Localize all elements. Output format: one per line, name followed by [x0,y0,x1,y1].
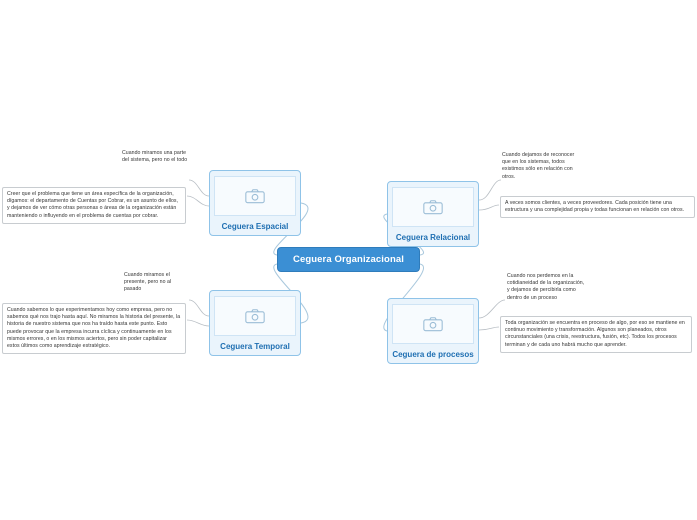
topic-ceguera-espacial[interactable] [209,170,301,236]
note-espacial-summary: Cuando miramos una parte del sistema, pero no el todo [122,150,188,164]
connector-relacional-note-top [479,180,501,200]
topic-ceguera-relacional[interactable] [387,181,479,247]
note-procesos-detail: Toda organización se encuentra en proceso de algo, por eso se mantiene en continuo movimiento y transformación. Algunos son planeados, otros circunstanciales (una crisis, reestructura, fusión, etc). Todos los procesos terminan y de cada uno habrá mucho que aprender. [500,316,692,353]
topic-ceguera-de-procesos[interactable] [387,298,479,364]
image-placeholder [392,187,474,227]
connector-espacial-note-top [189,180,209,196]
central-topic[interactable] [277,247,420,272]
topic-ceguera-temporal[interactable] [209,290,301,356]
image-placeholder [392,304,474,344]
camera-icon [245,188,265,204]
camera-icon [245,308,265,324]
camera-icon [423,199,443,215]
image-placeholder [214,176,296,216]
connector-temporal-note-top [189,300,209,316]
note-relacional-detail: A veces somos clientes, a veces proveedores. Cada posición tiene una estructura y una complejidad propia y todas funcionan en relación con otros. [500,196,695,218]
topic-label: Ceguera Relacional [395,233,471,242]
connector-procesos-note-box [479,327,499,330]
note-temporal-detail: Cuando sabemos lo que experimentamos hoy como empresa, pero no sabemos qué nos trajo hasta aquí. No miramos la historia del presente, la historia de nuestro sistema que nos ha traído hasta este punto. Esto puede provocar que la empresa incurra cíclica y continuamente en los mismos errores, o en los mismos aciertos, pero sin poder capitalizar estos últimos como aprendizaje estratégico. [2,303,186,354]
central-topic-label: Ceguera Organizacional [293,254,404,265]
note-relacional-summary: Cuando dejamos de reconocer que en los sistemas, todos existimos sólo en relación con otros. [502,152,575,180]
topic-label: Ceguera de procesos [392,350,474,359]
connector-espacial-note-box [187,196,209,206]
note-temporal-summary: Cuando miramos el presente, pero no al pasado [124,272,172,293]
note-espacial-detail: Creer que el problema que tiene un área específica de la organización, dígamos: el departamento de Cuentas por Cobrar, es un asunto de ellos, y dejamos de ver cómo otras personas o áreas de la organización están manteniendo o influyendo en el problema de cuentas por cobrar. [2,187,186,224]
connector-relacional-note-box [479,205,499,210]
topic-label: Ceguera Espacial [221,222,289,231]
camera-icon [423,316,443,332]
note-procesos-summary: Cuando nos perdemos en la cotidianeidad de la organización, y dejamos de percibirla como dentro de un proceso [507,273,585,301]
image-placeholder [214,296,296,336]
connector-temporal-note-box [187,320,209,326]
topic-label: Ceguera Temporal [220,342,290,351]
